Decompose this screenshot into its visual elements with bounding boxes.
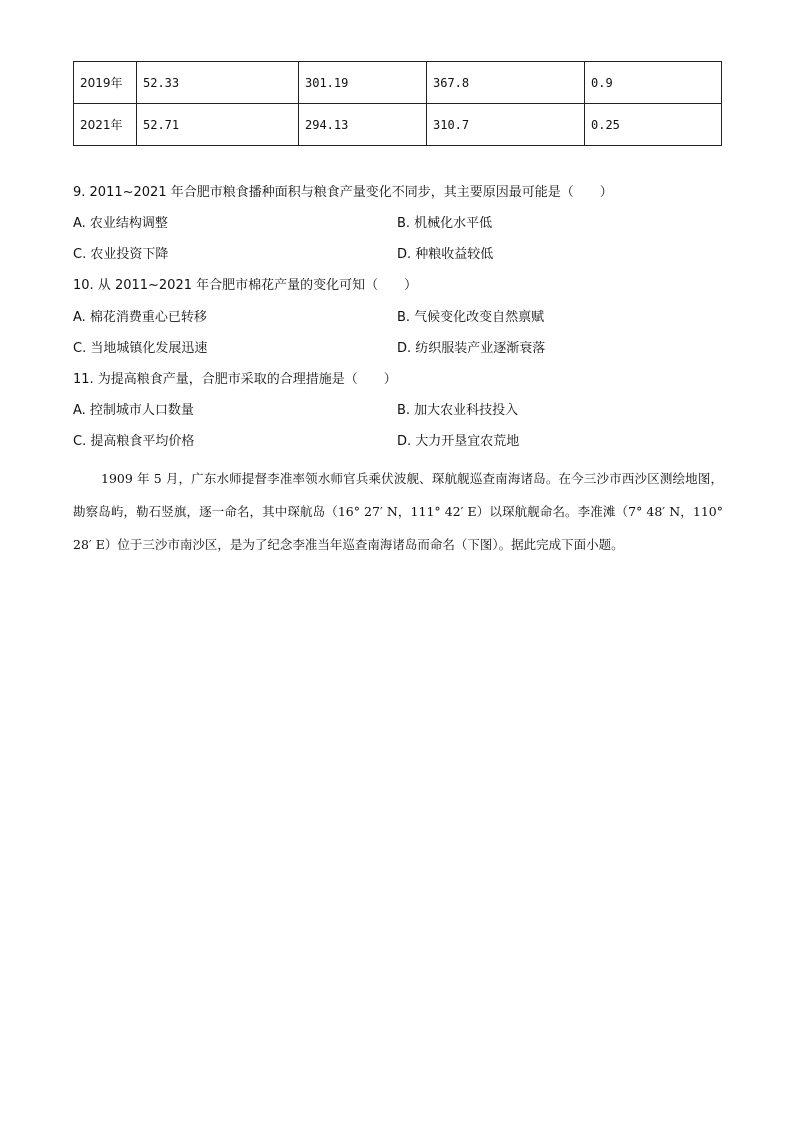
question-11-option-c: C. 提高粮食平均价格 [73,434,195,449]
table-cell: 0.25 [585,104,722,146]
table-cell: 0.9 [585,62,722,104]
question-10-option-b: B. 气候变化改变自然禀赋 [397,310,545,325]
question-11-option-b: B. 加大农业科技投入 [397,403,519,418]
table-cell: 367.8 [427,62,585,104]
question-10-option-a: A. 棉花消费重心已转移 [73,310,207,325]
question-10-stem: 10. 从 2011~2021 年合肥市棉花产量的变化可知（ ） [73,278,418,293]
table-cell: 301.19 [299,62,427,104]
question-11-stem: 11. 为提高粮食产量，合肥市采取的合理措施是（ ） [73,372,397,387]
reading-passage: 1909 年 5 月，广东水师提督李准率领水师官兵乘伏波舰、琛航舰巡查南海诸岛。在今三沙市西沙区测绘地图，勘察岛屿，勒石竖旗，逐一命名，其中琛航岛（16° 27′ N，111° 42′ E）以琛航舰命名。李准滩（7° 48′ N，110° 28′ E）位于三沙市南沙区，是为了纪念李准当年巡查南海诸岛而命名（下图）。据此完成下面小题。 [73,471,723,552]
question-9-option-c: C. 农业投资下降 [73,247,169,262]
table-row [74,104,722,146]
question-10-option-c: C. 当地城镇化发展迅速 [73,341,208,356]
data-table [73,61,722,146]
table-row [74,62,722,104]
table-cell-year: 2019年 [74,62,137,104]
table-cell: 310.7 [427,104,585,146]
table-cell: 52.33 [137,62,299,104]
question-9-option-d: D. 种粮收益较低 [397,247,494,262]
table-cell: 294.13 [299,104,427,146]
table-cell-year: 2021年 [74,104,137,146]
question-9-option-b: B. 机械化水平低 [397,216,493,231]
table-cell: 52.71 [137,104,299,146]
question-9-stem: 9. 2011~2021 年合肥市粮食播种面积与粮食产量变化不同步，其主要原因最可能是（ ） [73,185,613,200]
question-11-option-a: A. 控制城市人口数量 [73,403,194,418]
question-9-option-a: A. 农业结构调整 [73,216,168,231]
question-11-option-d: D. 大力开垦宜农荒地 [397,434,520,449]
question-10-option-d: D. 纺织服装产业逐渐衰落 [397,341,546,356]
